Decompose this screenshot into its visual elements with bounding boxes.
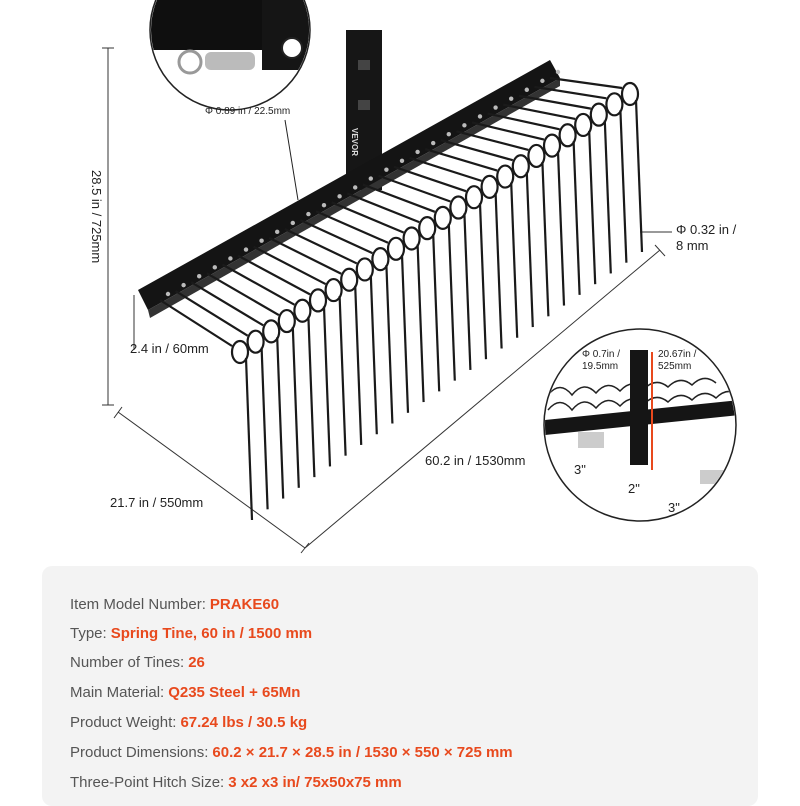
tine-leg	[511, 183, 517, 338]
depth-dimension-label: 21.7 in / 550mm	[110, 495, 204, 510]
tine-leg	[605, 121, 611, 274]
bolt	[462, 123, 466, 127]
tine-leg	[418, 244, 424, 402]
bolt	[400, 159, 404, 163]
spec-product-dimensions	[70, 744, 513, 761]
bolt	[337, 194, 341, 198]
spec-label: Item Model Number:	[70, 596, 206, 613]
tine-arm	[191, 282, 263, 325]
tine-arm	[378, 176, 450, 202]
height-dimension-label: 28.5 in / 725mm	[89, 170, 104, 264]
bolt	[509, 96, 513, 100]
bolt	[213, 265, 217, 269]
hitch-left-label: 3"	[574, 462, 586, 477]
spec-product-weight	[70, 714, 307, 731]
tine-leg	[262, 348, 268, 510]
spec-label: Type:	[70, 625, 107, 642]
tine-leg	[324, 306, 330, 466]
tine-arm	[222, 264, 294, 304]
spec-value: Q235 Steel + 65Mn	[168, 684, 301, 701]
hitch-right-label: 3"	[668, 500, 680, 515]
tine-leg	[386, 265, 392, 423]
tine-leg	[371, 275, 377, 434]
tine-arm	[285, 229, 357, 263]
tine-arm	[394, 167, 466, 191]
tine-arm	[347, 193, 419, 222]
bolt	[197, 274, 201, 278]
bolt	[478, 114, 482, 118]
spec-value: PRAKE60	[209, 596, 280, 613]
spec-main-material	[70, 684, 300, 701]
bolt	[181, 283, 185, 287]
spec-number-of-tines	[70, 654, 205, 671]
brand-mark: VEVOR	[350, 128, 359, 157]
spec-hitch-size	[70, 774, 402, 791]
tine-leg	[355, 286, 361, 445]
tine-arm	[488, 114, 560, 130]
spec-label: Main Material:	[70, 684, 165, 701]
tine-leg	[589, 131, 595, 284]
spec-value: 67.24 lbs / 30.5 kg	[180, 714, 308, 731]
mast-height-label-1: 20.67in /	[658, 349, 697, 360]
tine-arm	[316, 211, 388, 243]
spec-label: Product Weight:	[70, 714, 177, 731]
bolt	[353, 185, 357, 189]
tine-arm	[254, 247, 326, 284]
bolt	[275, 230, 279, 234]
tine-leg	[464, 214, 470, 370]
tine-leg	[636, 100, 642, 252]
bolt	[259, 239, 263, 243]
tine-diameter-label-1: Φ 0.32 in /	[676, 222, 737, 237]
tine-diameter-label-2: 8 mm	[676, 238, 709, 253]
mast-hole-label-1: Φ 0.7in /	[582, 349, 620, 360]
bolt	[244, 247, 248, 251]
spec-type	[70, 625, 312, 642]
spec-value: Spring Tine, 60 in / 1500 mm	[110, 625, 313, 642]
bolt	[431, 141, 435, 145]
tine-leg	[620, 110, 626, 262]
tine-arm	[160, 300, 232, 346]
bolt	[493, 105, 497, 109]
tine-leg	[277, 337, 283, 498]
tine-arm	[269, 238, 341, 274]
tine-leg	[308, 317, 314, 477]
bolt	[166, 292, 170, 296]
spec-label: Number of Tines:	[70, 654, 185, 671]
bolt	[369, 176, 373, 180]
bolt	[415, 150, 419, 154]
tine-leg	[293, 327, 299, 488]
tine-arm	[550, 78, 622, 88]
tine-leg	[480, 203, 486, 359]
spec-label: Product Dimensions:	[70, 744, 209, 761]
bolt	[322, 203, 326, 207]
tine-arm	[238, 256, 310, 295]
tine-arm	[410, 158, 482, 181]
spec-value: 60.2 × 21.7 × 28.5 in / 1530 × 550 × 725 mm	[212, 744, 513, 761]
bolt	[306, 212, 310, 216]
hitch-center-label: 2"	[628, 481, 640, 496]
tine-leg	[433, 234, 439, 391]
mast-height-label-2: 525mm	[658, 361, 692, 372]
bolt	[540, 79, 544, 83]
tine-leg	[246, 358, 252, 520]
tine-arm	[300, 220, 372, 253]
tine-leg	[558, 152, 564, 306]
tine-arm	[176, 291, 248, 336]
specifications-panel	[42, 566, 758, 806]
bolt	[525, 88, 529, 92]
bolt	[447, 132, 451, 136]
spec-value: 26	[188, 654, 205, 671]
pin-detail-inset	[150, 0, 330, 200]
bolt	[228, 256, 232, 260]
spec-label: Three-Point Hitch Size:	[70, 774, 225, 791]
tine-arm	[332, 202, 404, 232]
pin-diameter-label: Φ 0.89 in / 22.5mm	[205, 106, 291, 117]
bolt	[291, 221, 295, 225]
bolt	[556, 70, 560, 74]
spec-model-number	[70, 596, 279, 613]
tine-leg	[496, 193, 502, 349]
tine-leg	[449, 224, 455, 381]
tine-leg	[527, 172, 533, 327]
tine-arm	[363, 185, 435, 212]
tine-arm	[207, 273, 279, 315]
tine-leg	[340, 296, 346, 456]
hook-dimension-label: 2.4 in / 60mm	[130, 341, 209, 356]
tine-leg	[542, 162, 548, 316]
hitch-detail-inset	[544, 329, 740, 521]
bolt	[384, 167, 388, 171]
tine-leg	[402, 255, 408, 413]
mast-hole-label-2: 19.5mm	[582, 361, 619, 372]
tine-leg	[574, 141, 580, 295]
width-dimension-label: 60.2 in / 1530mm	[425, 453, 526, 468]
spec-value: 3 x2 x3 in/ 75x50x75 mm	[228, 774, 402, 791]
